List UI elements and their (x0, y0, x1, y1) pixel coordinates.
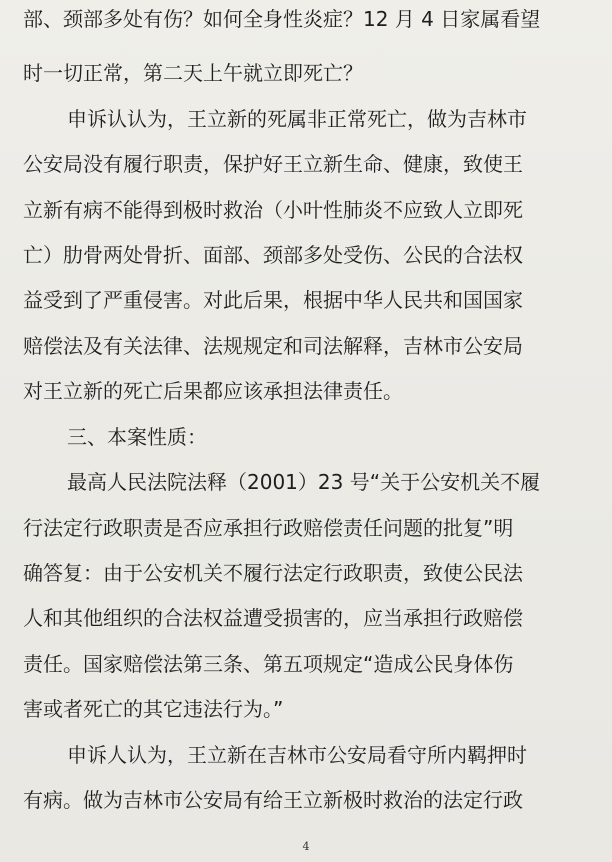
text-line: 亡）肋骨两处骨折、面部、颈部多处受伤、公民的合法权 (23, 243, 523, 267)
text-line: 确答复：由于公安机关不履行法定行政职责，致使公民法 (23, 561, 523, 585)
text-line: 时一切正常，第二天上午就立即死亡？ (23, 61, 363, 85)
text-line: 赔偿法及有关法律、法规规定和司法解释，吉林市公安局 (23, 334, 523, 358)
text-line: 责任。国家赔偿法第三条、第五项规定“造成公民身体伤 (23, 652, 514, 676)
text-line: 有病。做为吉林市公安局有给王立新极时救治的法定行政 (23, 788, 523, 812)
paragraph-first-line: 申诉认认为，王立新的死属非正常死亡，做为吉林市 (67, 107, 527, 131)
text-line: 部、颈部多处有伤？如何全身性炎症？12 月 4 日家属看望 (23, 7, 541, 31)
text-line: 益受到了严重侵害。对此后果，根据中华人民共和国国家 (23, 288, 523, 312)
text-line: 对王立新的死亡后果都应该承担法律责任。 (23, 379, 403, 403)
text-line: 立新有病不能得到极时救治（小叶性肺炎不应致人立即死 (23, 198, 523, 222)
page-number: 4 (302, 840, 310, 853)
text-line: 人和其他组织的合法权益遭受损害的，应当承担行政赔偿 (23, 606, 523, 630)
text-line: 公安局没有履行职责，保护好王立新生命、健康，致使王 (23, 152, 523, 176)
paragraph-first-line: 申诉人认为，王立新在吉林市公安局看守所内羁押时 (67, 743, 527, 767)
section-heading: 三、本案性质： (67, 425, 207, 449)
paragraph-first-line: 最高人民法院法释（2001）23 号“关于公安机关不履 (67, 470, 541, 494)
text-line: 行法定行政职责是否应承担行政赔偿责任问题的批复”明 (23, 516, 514, 540)
text-line: 害或者死亡的其它违法行为。” (23, 697, 284, 721)
